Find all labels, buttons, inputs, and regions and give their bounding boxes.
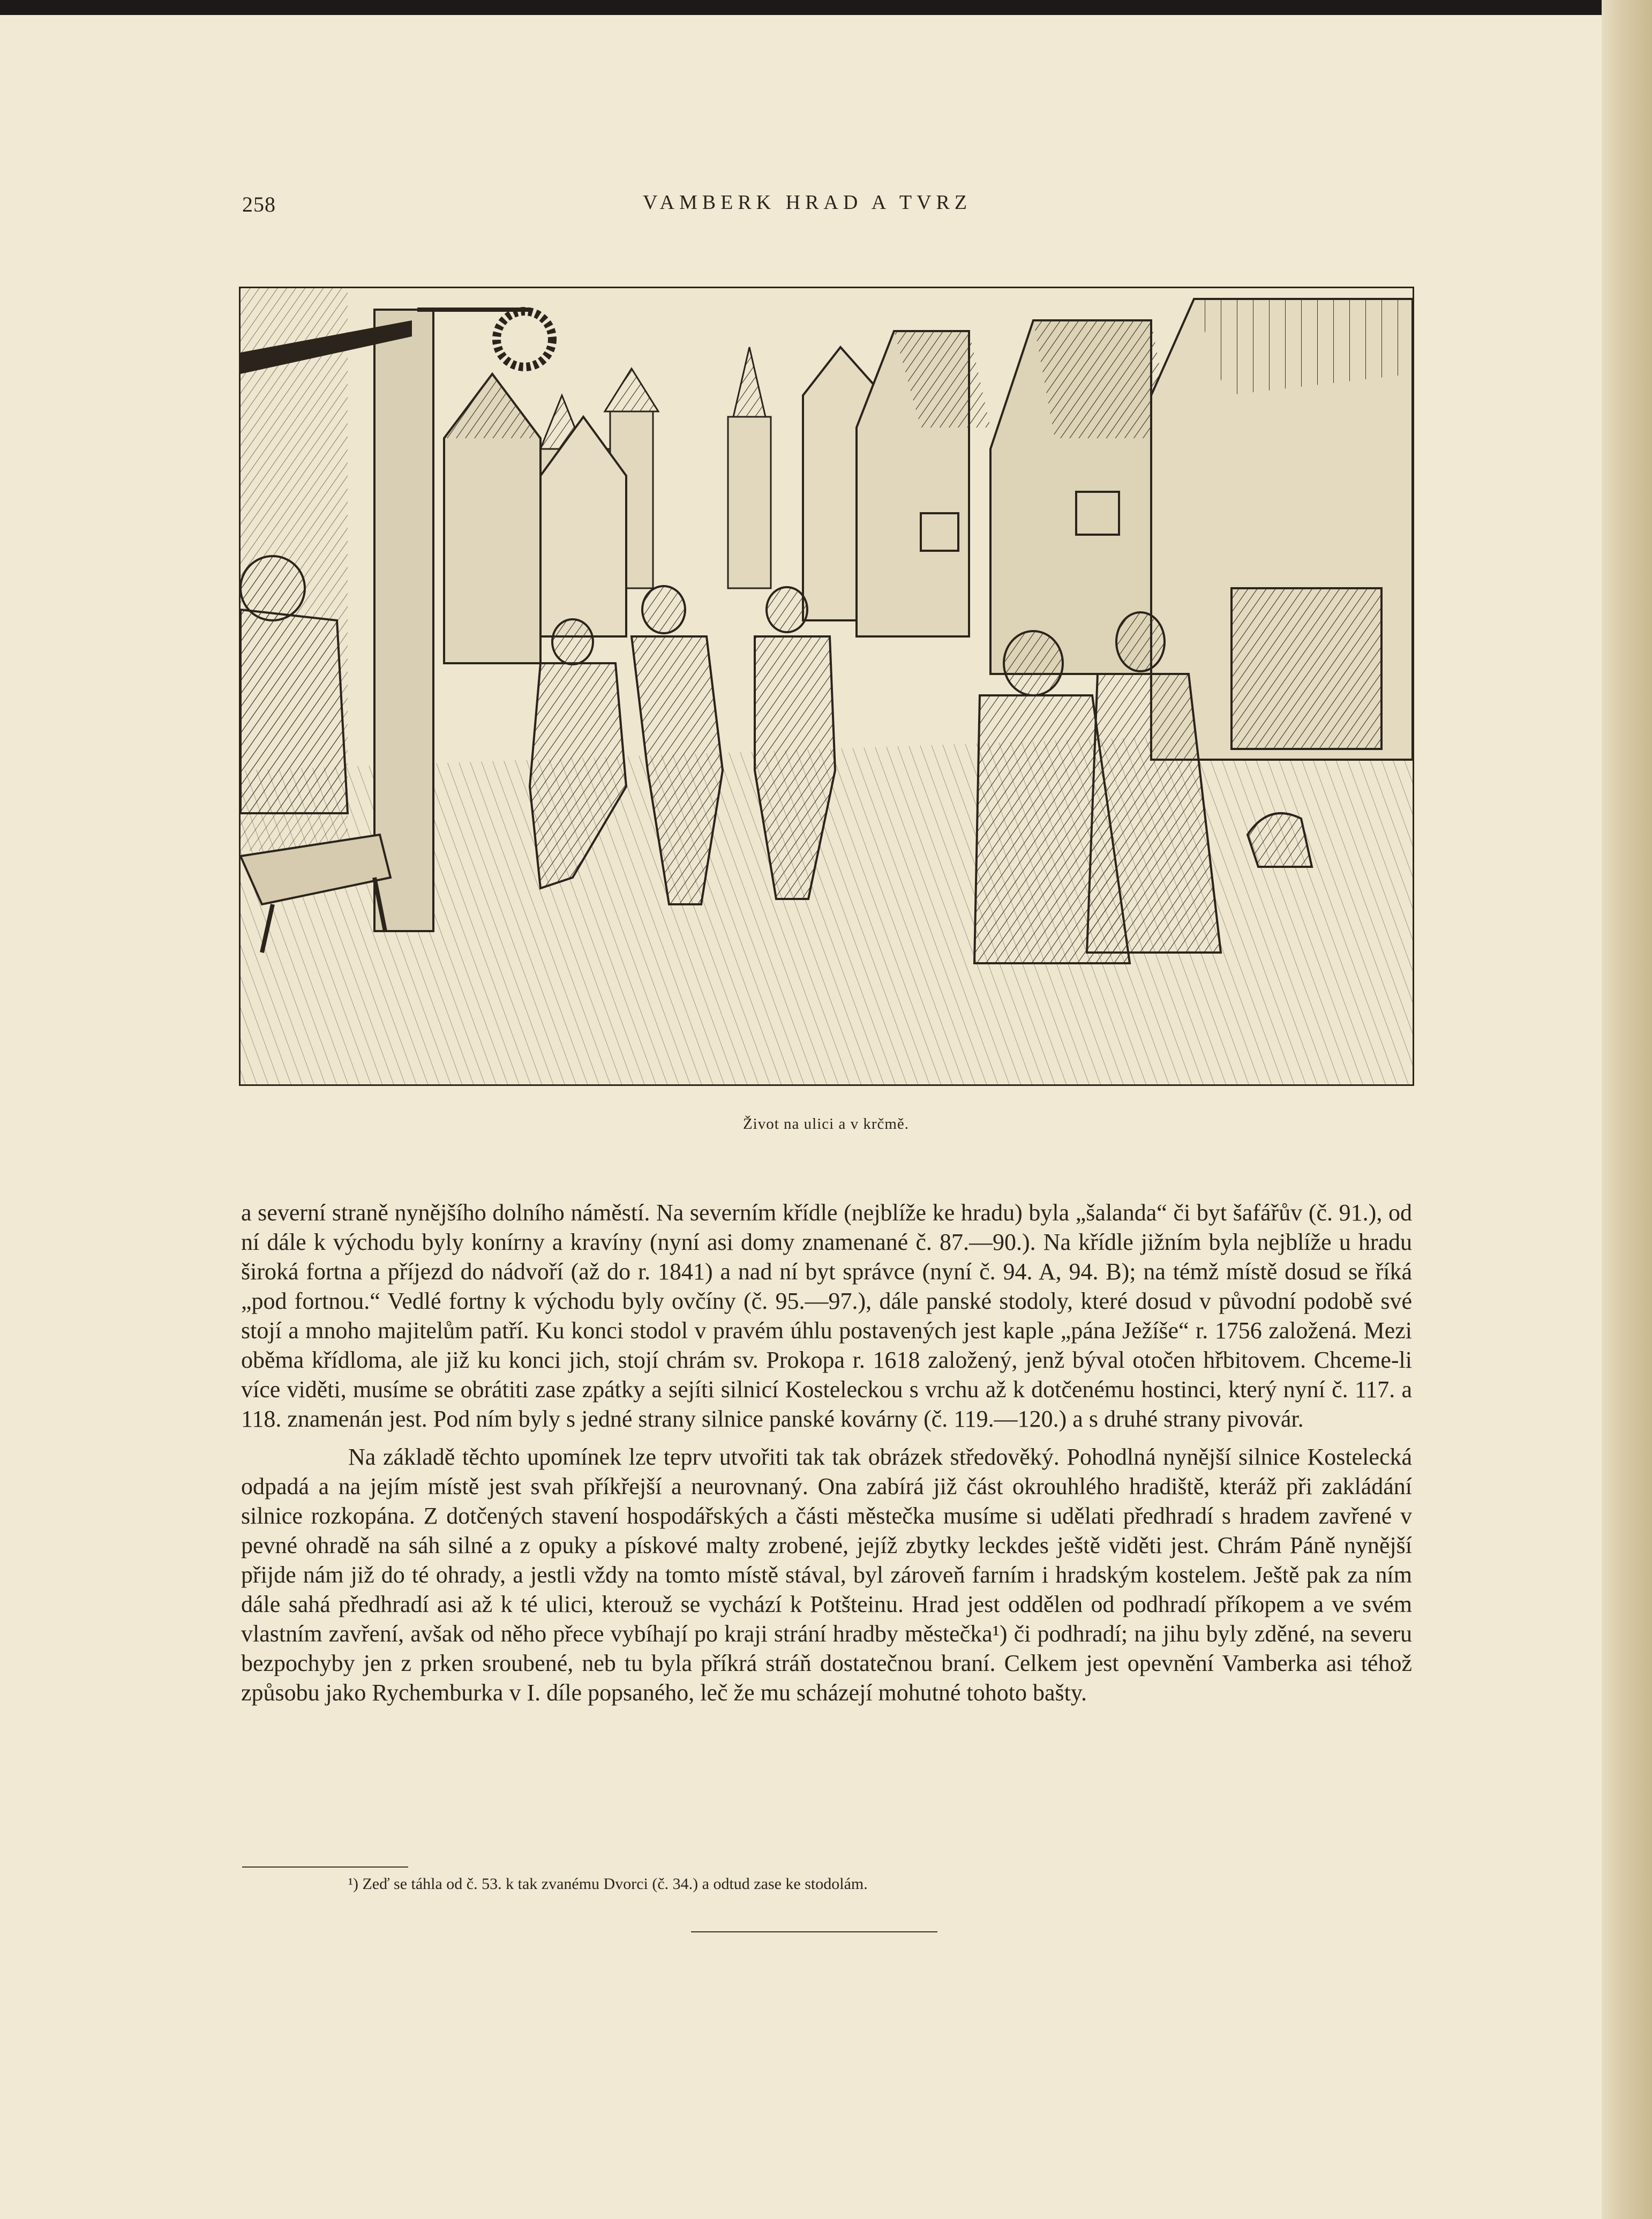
street-scene-illustration xyxy=(239,287,1414,1086)
page-number: 258 xyxy=(242,192,276,216)
illustration-caption: Život na ulici a v krčmě. xyxy=(742,1115,910,1133)
scan-right-edge xyxy=(1602,0,1652,2219)
paragraph: a severní straně nynějšího dolního náměstí. Na severním křídle (nejblíže ke hradu) byla „šalanda“ či byt šafářův (č. 91.), od ní dále k východu byly konírny a kravíny (nyní asi domy znamenané č. 87.—90.). Na křídle jižním byla nejblíže u hradu široká fortna a příjezd do nádvoří (až do r. 1841) a nad ní byt správce (nyní č. 94. A, 94. B); na témž místě dosud se říká „pod fortnou.“ Vedlé fortny k východu byly ovčíny (č. 95.—97.), dále panské stodoly, které dosud v původní podobě své stojí a mnoho majitelům patří. Ku konci stodol v pravém úhlu postavených jest kaple „pána Ježíše“ r. 1756 založená. Mezi oběma křídloma, ale již ku konci jich, stojí chrám sv. Prokopa r. 1618 založený, jenž býval otočen hřbitovem. Chceme-li více viděti, musíme se obrátiti zase zpátky a sejíti silnicí Kosteleckou s vrchu až k dotčenému hostinci, který nyní č. 117. a 118. znamenán jest. Pod ním byly s jedné strany silnice panské kovárny (č. 119.—120.) a s druhé strany pivovár. xyxy=(241,1200,1412,1432)
footnote-end-rule xyxy=(691,1931,937,1932)
body-text xyxy=(241,1198,1412,1707)
footnote-rule xyxy=(242,1866,408,1868)
running-title: VAMBERK HRAD A TVRZ xyxy=(643,191,972,214)
paragraph: Na základě těchto upomínek lze teprv utvořiti tak tak obrázek středověký. Pohodlná nynější silnice Kostelecká odpadá a na jejím místě jest svah příkřejší a neurovnaný. Ona zabírá již část okrouhlého hradiště, kteráž při zakládání silnice rozkopána. Z dotčených stavení hospodářských a části městečka musíme si udělati předhradí s hradem zavřené v pevné ohradě na sáh silné a z opuky a pískové malty zrobené, jejíž zbytky leckdes ještě viděti jest. Chrám Páně nynější přijde nám již do té ohrady, a jestli vždy na tomto místě stával, byl zároveň farním i hradským kostelem. Ještě pak za ním dále sahá předhradí asi až k té ulici, kterouž se vychází k Potšteinu. Hrad jest oddělen od podhradí příkopem a ve svém vlastním zavření, avšak od něho přece vybíhají po kraji strání hradby městečka¹) či podhradí; na jihu byly zděné, na severu bezpochyby jen z prken sroubené, neb tu byla příkrá stráň dostatečnou braní. Celkem jest opevnění Vamberka asi téhož způsobu jako Rychemburka v I. díle popsaného, leč že mu scházejí mohutné tohoto bašty. xyxy=(241,1444,1412,1706)
scan-top-edge xyxy=(0,0,1652,15)
footnote: ¹) Zeď se táhla od č. 53. k tak zvanému Dvorci (č. 34.) a odtud zase ke stodolám. xyxy=(348,1875,868,1893)
